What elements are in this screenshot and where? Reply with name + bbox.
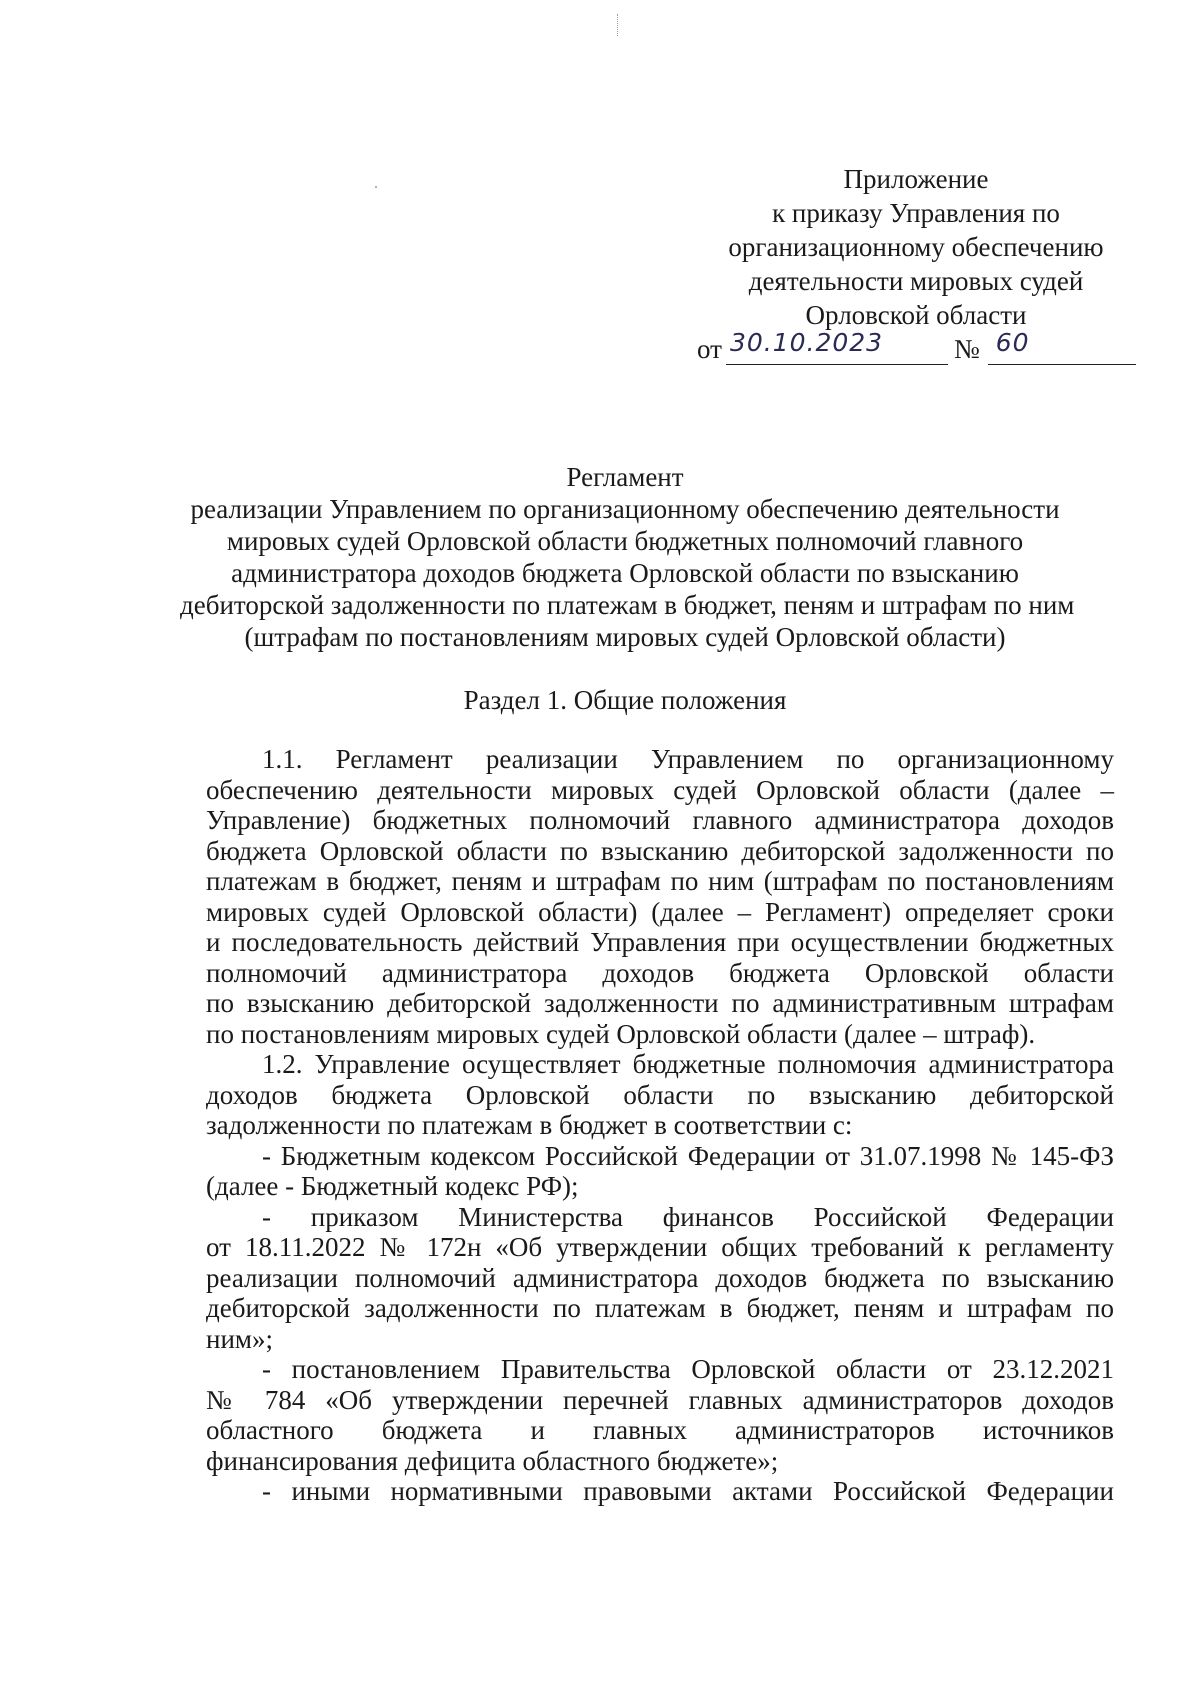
list-item-line: (далее - Бюджетный кодекс РФ); — [206, 1171, 579, 1201]
list-item-line: областного бюджета и главных администраторов источников — [206, 1415, 1114, 1445]
approval-line: Приложение — [843, 164, 989, 194]
paragraph-line: по постановлениям мировых судей Орловской области (далее – штраф). — [206, 1018, 1036, 1049]
order-date-number-line — [697, 328, 1146, 366]
approval-line: деятельности мировых судей — [748, 266, 1084, 296]
title-line: Регламент — [566, 462, 684, 492]
date-prefix: от — [697, 334, 722, 364]
list-item-line: - Бюджетным кодексом Российской Федерации от 31.07.1998 № 145-ФЗ — [262, 1140, 1114, 1171]
approval-line: Орловской области — [805, 300, 1027, 330]
paragraph-line: платежам в бюджет, пеням и штрафам по ним (штрафам по постановлениям — [206, 866, 1114, 896]
body-text — [206, 744, 1114, 1507]
list-item-line: от 18.11.2022 № 172н «Об утверждении общих требований к регламенту — [206, 1232, 1114, 1262]
paragraph-line: бюджета Орловской области по взысканию дебиторской задолженности по — [206, 835, 1114, 866]
paragraph-line: обеспечению деятельности мировых судей Орловской области (далее – — [206, 774, 1114, 805]
list-item-line: дебиторской задолженности по платежам в бюджет, пеням и штрафам по — [206, 1293, 1114, 1323]
paragraph-line: Управление) бюджетных полномочий главного администратора доходов — [206, 805, 1114, 835]
title-line: мировых судей Орловской области бюджетных полномочий главного — [226, 526, 1024, 556]
paragraph-line: 1.2. Управление осуществляет бюджетные полномочия администратора — [262, 1049, 1114, 1079]
title-line: реализации Управлением по организационному обеспечению деятельности — [190, 494, 1060, 524]
paragraph-line: 1.1. Регламент реализации Управлением по организационному — [262, 744, 1114, 774]
approval-line: к приказу Управления по — [772, 198, 1060, 228]
paragraph-line: по взысканию дебиторской задолженности по административным штрафам — [206, 988, 1114, 1018]
list-item-line: финансирования дефицита областного бюджете»; — [206, 1445, 779, 1476]
number-sign: № — [953, 334, 980, 364]
paragraph-line: доходов бюджета Орловской области по взысканию дебиторской — [206, 1079, 1114, 1110]
list-item-line: - постановлением Правительства Орловской области от 23.12.2021 — [262, 1354, 1114, 1384]
document-title — [180, 461, 1075, 653]
paragraph-line: задолженности по платежам в бюджет в соответствии с: — [206, 1110, 853, 1140]
list-item-line: № 784 «Об утверждении перечней главных администраторов доходов — [206, 1384, 1114, 1415]
handwritten-number: 60 — [995, 328, 1030, 357]
number-field — [988, 328, 1136, 365]
approval-block — [686, 162, 1146, 366]
scan-artifact-dot — [375, 186, 377, 188]
list-item-line: реализации полномочий администратора доходов бюджета по взысканию — [206, 1262, 1114, 1293]
paragraph-line: полномочий администратора доходов бюджета Орловской области — [206, 957, 1114, 988]
handwritten-date: 30.10.2023 — [729, 328, 884, 357]
list-item-line: - приказом Министерства финансов Российской Федерации — [262, 1201, 1114, 1232]
title-line: администратора доходов бюджета Орловской области по взысканию — [231, 558, 1019, 588]
paragraph-line: и последовательность действий Управления при осуществлении бюджетных — [206, 927, 1114, 957]
paragraph-line: мировых судей Орловской области) (далее – Регламент) определяет сроки — [206, 896, 1114, 927]
date-field — [726, 328, 948, 365]
title-line: дебиторской задолженности по платежам в бюджет, пеням и штрафам по ним — [180, 590, 1075, 620]
scan-artifact-mark — [617, 14, 620, 36]
list-item-line: ним»; — [206, 1323, 273, 1354]
title-line: (штрафам по постановлениям мировых судей Орловской области) — [244, 622, 1006, 652]
approval-line: организационному обеспечению — [728, 232, 1104, 262]
section-heading: Раздел 1. Общие положения — [463, 685, 787, 715]
list-item-line: - иными нормативными правовыми актами Российской Федерации — [262, 1476, 1114, 1506]
